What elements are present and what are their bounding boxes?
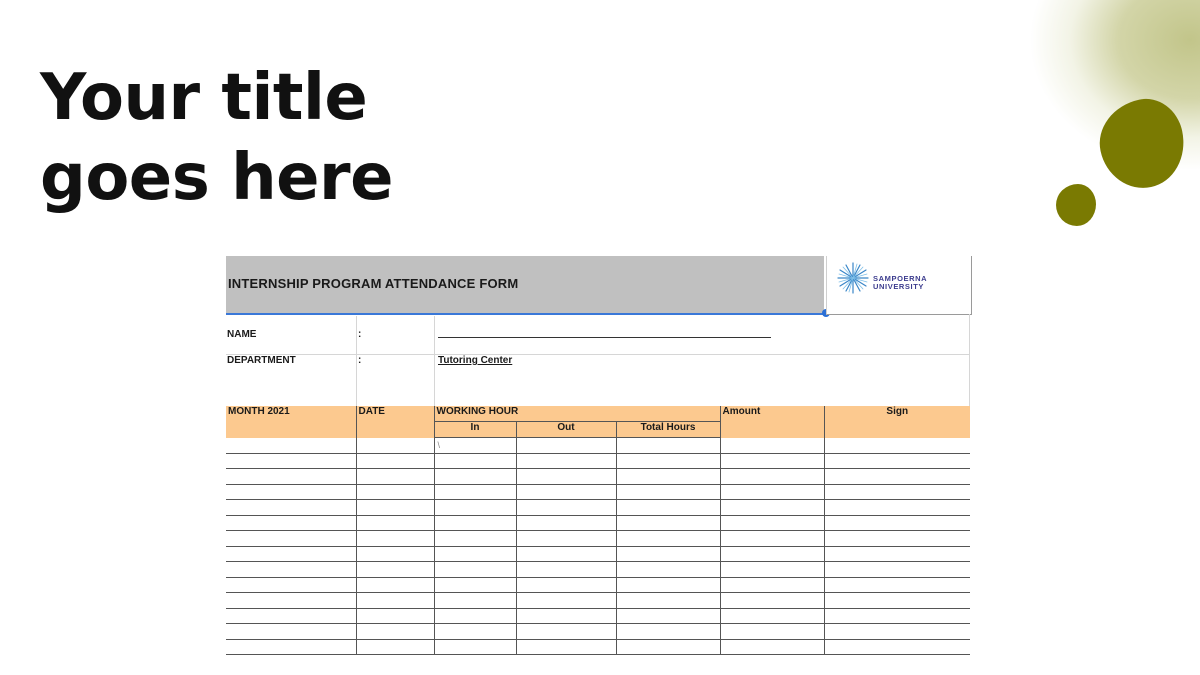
table-cell[interactable] xyxy=(434,531,516,547)
attendance-table xyxy=(226,406,970,655)
table-cell[interactable] xyxy=(720,608,824,624)
header-month: MONTH 2021 xyxy=(226,406,356,438)
table-cell[interactable]: \ xyxy=(434,438,516,454)
info-divider xyxy=(356,316,357,406)
department-colon: : xyxy=(358,355,362,366)
table-cell[interactable] xyxy=(356,562,434,578)
table-row xyxy=(226,639,970,655)
table-cell[interactable] xyxy=(720,484,824,500)
table-cell[interactable] xyxy=(720,469,824,485)
table-cell[interactable] xyxy=(616,515,720,531)
table-cell[interactable] xyxy=(824,438,970,454)
table-cell[interactable] xyxy=(720,546,824,562)
table-cell[interactable] xyxy=(616,608,720,624)
table-cell[interactable] xyxy=(720,438,824,454)
table-row xyxy=(226,608,970,624)
info-divider xyxy=(969,314,970,406)
table-cell[interactable] xyxy=(226,469,356,485)
table-row xyxy=(226,469,970,485)
table-cell[interactable] xyxy=(616,639,720,655)
table-cell[interactable] xyxy=(434,624,516,640)
slide-title-line-1: Your title xyxy=(40,61,368,135)
university-logo xyxy=(826,256,972,315)
table-cell[interactable] xyxy=(226,546,356,562)
table-cell[interactable] xyxy=(516,577,616,593)
table-cell[interactable] xyxy=(824,531,970,547)
header-sign: Sign xyxy=(824,406,970,438)
table-row xyxy=(226,593,970,609)
table-cell[interactable] xyxy=(516,608,616,624)
table-cell[interactable] xyxy=(616,500,720,516)
table-cell[interactable] xyxy=(226,484,356,500)
table-cell[interactable] xyxy=(226,608,356,624)
form-header xyxy=(226,256,824,315)
header-working-hour: WORKING HOUR xyxy=(434,406,720,422)
table-cell[interactable] xyxy=(516,500,616,516)
table-cell[interactable] xyxy=(226,453,356,469)
header-date: DATE xyxy=(356,406,434,438)
table-cell[interactable] xyxy=(356,624,434,640)
table-cell[interactable] xyxy=(434,577,516,593)
slide-title-line-2: goes here xyxy=(40,141,393,215)
table-cell[interactable] xyxy=(356,453,434,469)
table-cell[interactable] xyxy=(616,593,720,609)
table-body xyxy=(226,438,970,655)
table-cell[interactable] xyxy=(720,500,824,516)
table-cell[interactable] xyxy=(516,515,616,531)
table-cell[interactable] xyxy=(226,593,356,609)
table-cell[interactable] xyxy=(824,624,970,640)
table-cell[interactable] xyxy=(356,438,434,454)
table-cell[interactable] xyxy=(824,500,970,516)
table-cell[interactable] xyxy=(720,624,824,640)
name-label: NAME xyxy=(227,329,257,340)
table-cell[interactable] xyxy=(226,639,356,655)
table-cell[interactable] xyxy=(356,593,434,609)
table-cell[interactable] xyxy=(720,593,824,609)
department-label: DEPARTMENT xyxy=(227,355,296,366)
form-title: INTERNSHIP PROGRAM ATTENDANCE FORM xyxy=(228,276,519,291)
table-cell[interactable] xyxy=(434,469,516,485)
logo-wordmark xyxy=(873,275,927,291)
header-out: Out xyxy=(516,422,616,438)
table-cell[interactable] xyxy=(516,639,616,655)
table-cell[interactable] xyxy=(720,562,824,578)
table-row xyxy=(226,515,970,531)
table-cell[interactable] xyxy=(226,562,356,578)
table-row xyxy=(226,484,970,500)
table-cell[interactable] xyxy=(720,577,824,593)
table-cell[interactable] xyxy=(824,515,970,531)
table-cell[interactable] xyxy=(824,593,970,609)
table-cell[interactable] xyxy=(356,469,434,485)
table-cell[interactable] xyxy=(356,484,434,500)
table-cell[interactable] xyxy=(226,624,356,640)
table-cell[interactable] xyxy=(824,577,970,593)
table-cell[interactable] xyxy=(434,515,516,531)
info-divider xyxy=(434,316,435,406)
table-cell[interactable] xyxy=(516,546,616,562)
name-input-line[interactable] xyxy=(438,337,771,338)
table-cell[interactable] xyxy=(356,515,434,531)
table-cell[interactable] xyxy=(356,577,434,593)
table-cell[interactable] xyxy=(616,562,720,578)
table-row xyxy=(226,500,970,516)
header-in: In xyxy=(434,422,516,438)
table-cell[interactable] xyxy=(516,562,616,578)
decorative-blob-small xyxy=(1056,184,1096,226)
table-cell[interactable] xyxy=(616,469,720,485)
table-cell[interactable] xyxy=(824,546,970,562)
table-cell[interactable] xyxy=(824,608,970,624)
table-cell[interactable] xyxy=(616,546,720,562)
table-cell[interactable] xyxy=(516,593,616,609)
table-cell[interactable] xyxy=(356,500,434,516)
table-cell[interactable] xyxy=(824,562,970,578)
name-colon: : xyxy=(358,329,362,340)
attendance-form-image[interactable] xyxy=(226,256,970,660)
table-cell[interactable] xyxy=(434,562,516,578)
table-cell[interactable] xyxy=(616,484,720,500)
header-total-hours: Total Hours xyxy=(616,422,720,438)
table-cell[interactable] xyxy=(226,500,356,516)
table-cell[interactable] xyxy=(434,453,516,469)
department-value: Tutoring Center xyxy=(438,355,513,366)
table-cell[interactable] xyxy=(824,484,970,500)
table-cell[interactable] xyxy=(616,438,720,454)
table-cell[interactable] xyxy=(356,531,434,547)
table-cell[interactable] xyxy=(516,438,616,454)
table-row xyxy=(226,624,970,640)
table-cell[interactable] xyxy=(434,593,516,609)
logo-line-1: SAMPOERNA xyxy=(873,274,928,283)
logo-line-2: UNIVERSITY xyxy=(873,282,925,291)
table-row xyxy=(226,562,970,578)
table-cell[interactable] xyxy=(516,469,616,485)
slide-title[interactable] xyxy=(40,58,393,218)
table-cell[interactable] xyxy=(720,639,824,655)
table-row xyxy=(226,531,970,547)
table-cell[interactable] xyxy=(356,639,434,655)
table-cell[interactable] xyxy=(824,453,970,469)
table-cell[interactable] xyxy=(616,531,720,547)
table-cell[interactable] xyxy=(356,608,434,624)
table-cell[interactable] xyxy=(824,639,970,655)
table-cell[interactable] xyxy=(434,546,516,562)
table-row xyxy=(226,546,970,562)
table-cell[interactable] xyxy=(434,500,516,516)
info-divider xyxy=(226,354,970,355)
table-cell[interactable] xyxy=(434,484,516,500)
table-cell[interactable] xyxy=(226,438,356,454)
table-cell[interactable] xyxy=(516,531,616,547)
header-amount: Amount xyxy=(720,406,824,438)
table-row xyxy=(226,438,970,454)
table-cell[interactable] xyxy=(616,624,720,640)
table-cell[interactable] xyxy=(434,639,516,655)
table-header-row xyxy=(226,406,970,422)
starburst-logo-icon xyxy=(835,260,871,296)
table-cell[interactable] xyxy=(516,624,616,640)
table-cell[interactable] xyxy=(226,531,356,547)
table-row xyxy=(226,577,970,593)
table-cell[interactable] xyxy=(226,577,356,593)
table-cell[interactable] xyxy=(434,608,516,624)
table-cell[interactable] xyxy=(226,515,356,531)
table-cell[interactable] xyxy=(720,515,824,531)
table-row xyxy=(226,453,970,469)
table-cell[interactable] xyxy=(720,453,824,469)
table-cell[interactable] xyxy=(356,546,434,562)
table-cell[interactable] xyxy=(616,577,720,593)
table-cell[interactable] xyxy=(824,469,970,485)
table-cell[interactable] xyxy=(516,484,616,500)
table-cell[interactable] xyxy=(616,453,720,469)
table-cell[interactable] xyxy=(516,453,616,469)
table-cell[interactable] xyxy=(720,531,824,547)
